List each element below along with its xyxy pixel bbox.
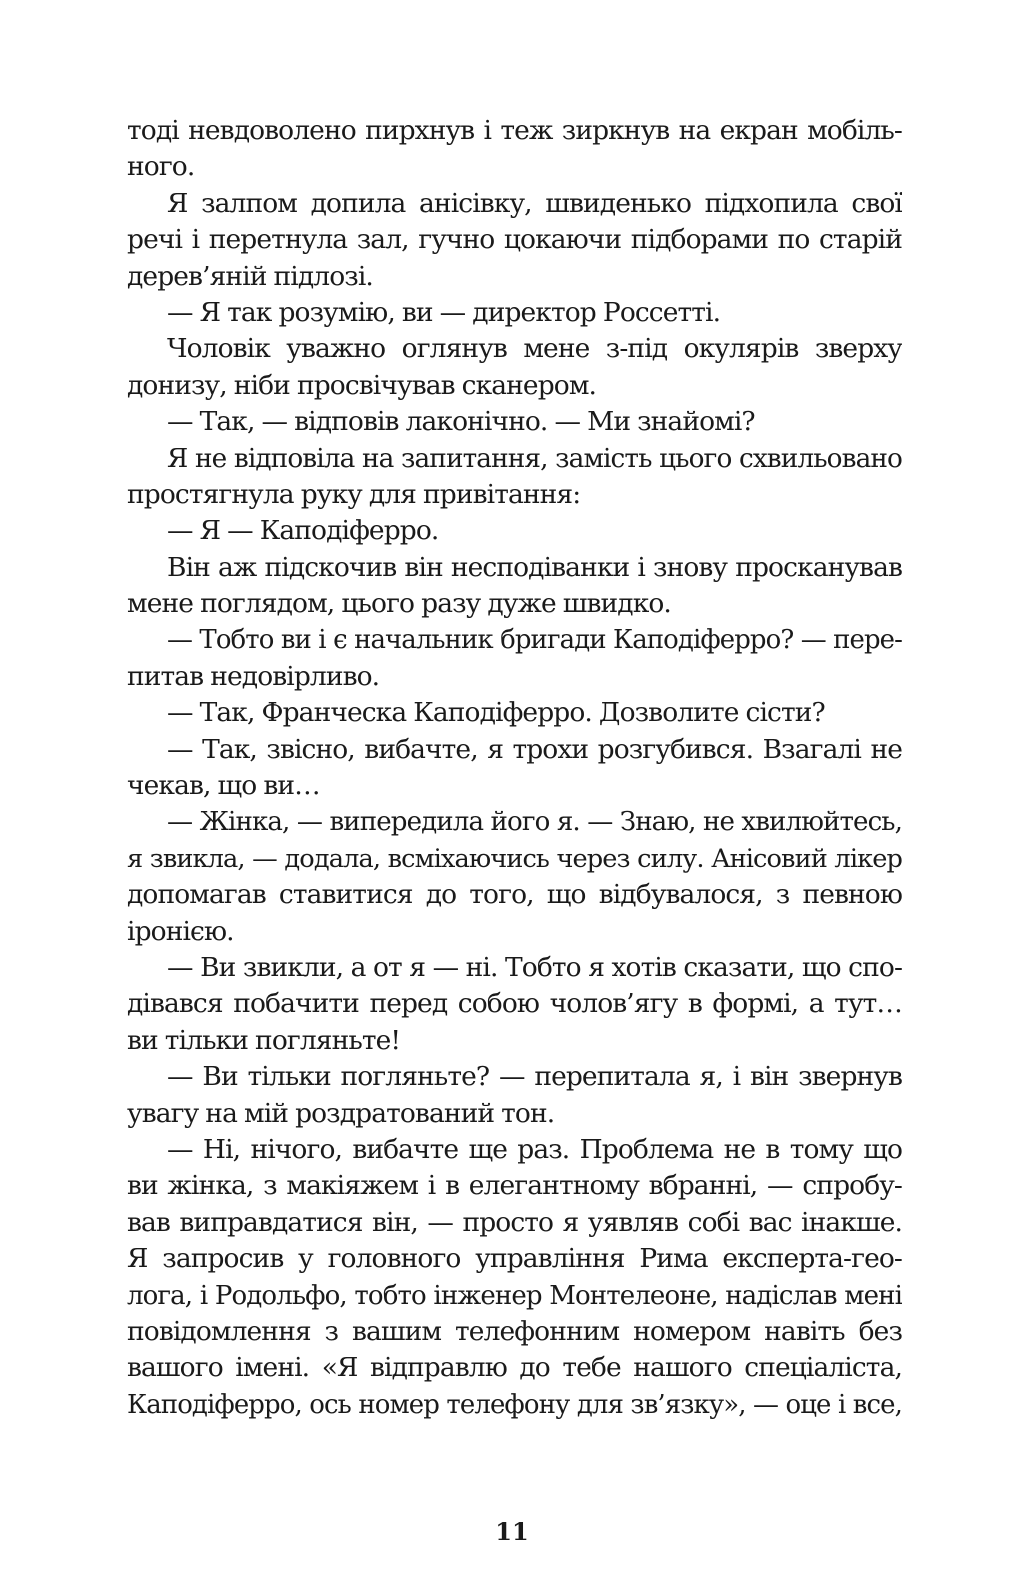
text-line: — Так, Франческа Каподіферро. Дозволите сісти? [167,697,825,729]
text-line: увагу на мій роздратований тон. [127,1097,555,1129]
text-line: Я запросив у головного управління Рима експерта-гео- [127,1243,902,1275]
text-line: Каподіферро, ось номер телефону для зв’язку», — оце і все, [127,1389,902,1420]
text-line: допомагав ставитися до того, що відбувалося, з певною [127,879,902,911]
text-line: ви жінка, з макіяжем і в елегантному вбранні, — спробу- [127,1170,902,1202]
text-line: Він аж підскочив він несподіванки і знову просканував [167,551,902,583]
text-line: Я залпом допила анісівку, швиденько підхопила свої [167,187,902,219]
text-line: чекав, що ви… [127,770,320,802]
text-line: донизу, ніби просвічував сканером. [127,369,597,401]
text-line: дівався побачити перед собою чолов’ягу в формі, а тут… [127,988,902,1020]
text-line: — Так, звісно, вибачте, я трохи розгубився. Взагалі не [167,733,902,765]
text-line: вав виправдатися він, — просто я уявляв собі вас інакше. [127,1206,902,1238]
text-line: вашого імені. «Я відправлю до тебе нашого спеціаліста, [127,1352,902,1384]
text-line: я звикла, — додала, всміхаючись через силу. Анісовий лікер [127,843,902,874]
text-line: — Ні, нічого, вибачте ще раз. Проблема не в тому що [167,1133,902,1165]
text-line: ви тільки погляньте! [127,1024,401,1056]
page-number: 11 [495,1517,529,1546]
text-line: — Ви звикли, а от я — ні. Тобто я хотів сказати, що спо- [167,951,902,983]
page-body-text [127,113,902,1423]
text-line: — Тобто ви і є начальник бригади Каподіферро? — пере- [167,625,902,656]
text-line: Я не відповіла на запитання, замість цього схвильовано [167,443,902,474]
text-line: іронією. [127,915,234,947]
text-line: речі і перетнула зал, гучно цокаючи підборами по старій [127,224,902,256]
text-line: Чоловік уважно оглянув мене з-під окулярів зверху [167,333,902,365]
text-line: — Жінка, — випередила його я. — Знаю, не хвилюйтесь, [167,807,902,838]
text-line: питав недовірливо. [127,660,380,692]
text-line: лога, і Родольфо, тобто інженер Монтелеоне, надіслав мені [127,1280,902,1311]
text-line: — Ви тільки погляньте? — перепитала я, і він звернув [167,1061,902,1093]
text-line: ного. [127,151,195,183]
text-line: — Я так розумію, ви — директор Россетті. [167,296,721,328]
text-line: повідомлення з вашим телефонним номером навіть без [127,1315,902,1347]
text-line: — Я — Каподіферро. [167,515,439,547]
text-line: — Так, — відповів лаконічно. — Ми знайомі? [167,406,755,438]
text-line: простягнула руку для привітання: [127,478,581,510]
text-line: дерев’яній підлозі. [127,260,373,292]
text-line: мене поглядом, цього разу дуже швидко. [127,588,671,620]
text-line: тоді невдоволено пирхнув і теж зиркнув на екран мобіль- [127,115,902,146]
